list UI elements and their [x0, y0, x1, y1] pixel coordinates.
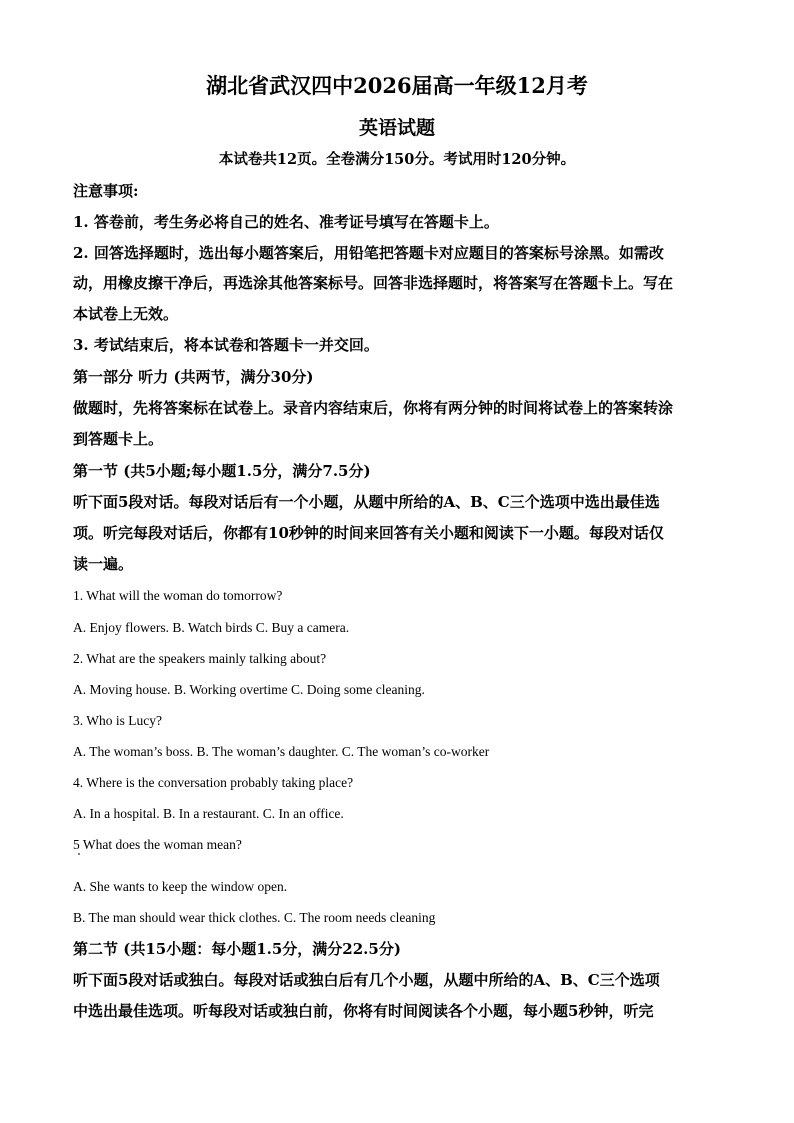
note-item-2-line-2: 动，用橡皮擦干净后，再选涂其他答案标号。回答非选择题时，将答案写在答题卡上。写在 [73, 274, 674, 292]
section2-heading: 第二节 (共15小题：每小题1.5分，满分22.5分) [73, 940, 401, 958]
note-item-2-line-3: 本试卷上无效。 [73, 305, 179, 323]
question-2-options: A. Moving house. B. Working overtime C. Doing some cleaning. [73, 682, 425, 697]
stray-dot-mark [78, 853, 80, 855]
section2-instruction-line-2: 中选出最佳选项。听每段对话或独白前，你将有时间阅读各个小题，每小题5秒钟，听完 [73, 1002, 654, 1020]
exam-info: 本试卷共12页。全卷满分150分。考试用时120分钟。 [218, 151, 576, 168]
question-1: 1. What will the woman do tomorrow? [73, 588, 283, 603]
subject-title: 英语试题 [358, 117, 435, 139]
part1-heading: 第一部分 听力 (共两节，满分30分) [73, 368, 314, 386]
section1-heading: 第一节 (共5小题;每小题1.5分，满分7.5分) [73, 462, 371, 480]
question-3: 3. Who is Lucy? [73, 713, 162, 728]
note-item-2-line-1: 2. 回答选择题时，选出每小题答案后，用铅笔把答题卡对应题目的答案标号涂黑。如需改 [73, 244, 664, 262]
notes-heading: 注意事项: [73, 182, 139, 200]
section1-instruction-line-3: 读一遍。 [73, 555, 134, 573]
note-item-1: 1. 答卷前，考生务必将自己的姓名、准考证号填写在答题卡上。 [73, 213, 499, 231]
question-5-options-b-c: B. The man should wear thick clothes. C. The room needs cleaning [73, 910, 436, 925]
question-5: 5 What does the woman mean? [73, 837, 242, 852]
part1-instruction-line-2: 到答题卡上。 [73, 430, 164, 448]
section1-instruction-line-1: 听下面5段对话。每段对话后有一个小题，从题中所给的A、B、C三个选项中选出最佳选 [73, 493, 660, 511]
part1-instruction-line-1: 做题时，先将答案标在试卷上。录音内容结束后，你将有两分钟的时间将试卷上的答案转涂 [73, 399, 674, 417]
question-4: 4. Where is the conversation probably taking place? [73, 775, 354, 790]
question-1-options: A. Enjoy flowers. B. Watch birds C. Buy a camera. [73, 620, 350, 635]
exam-title: 湖北省武汉四中2026届高一年级12月考 [206, 73, 588, 98]
section1-instruction-line-2: 项。听完每段对话后，你都有10秒钟的时间来回答有关小题和阅读下一小题。每段对话仅 [73, 524, 664, 542]
question-2: 2. What are the speakers mainly talking about? [73, 651, 327, 666]
question-5-option-a: A. She wants to keep the window open. [73, 879, 288, 894]
section2-instruction-line-1: 听下面5段对话或独白。每段对话或独白后有几个小题，从题中所给的A、B、C三个选项 [73, 971, 660, 989]
question-3-options: A. The woman’s boss. B. The woman’s daughter. C. The woman’s co-worker [73, 744, 490, 759]
question-4-options: A. In a hospital. B. In a restaurant. C. In an office. [73, 806, 344, 821]
note-item-3: 3. 考试结束后，将本试卷和答题卡一并交回。 [73, 336, 379, 354]
